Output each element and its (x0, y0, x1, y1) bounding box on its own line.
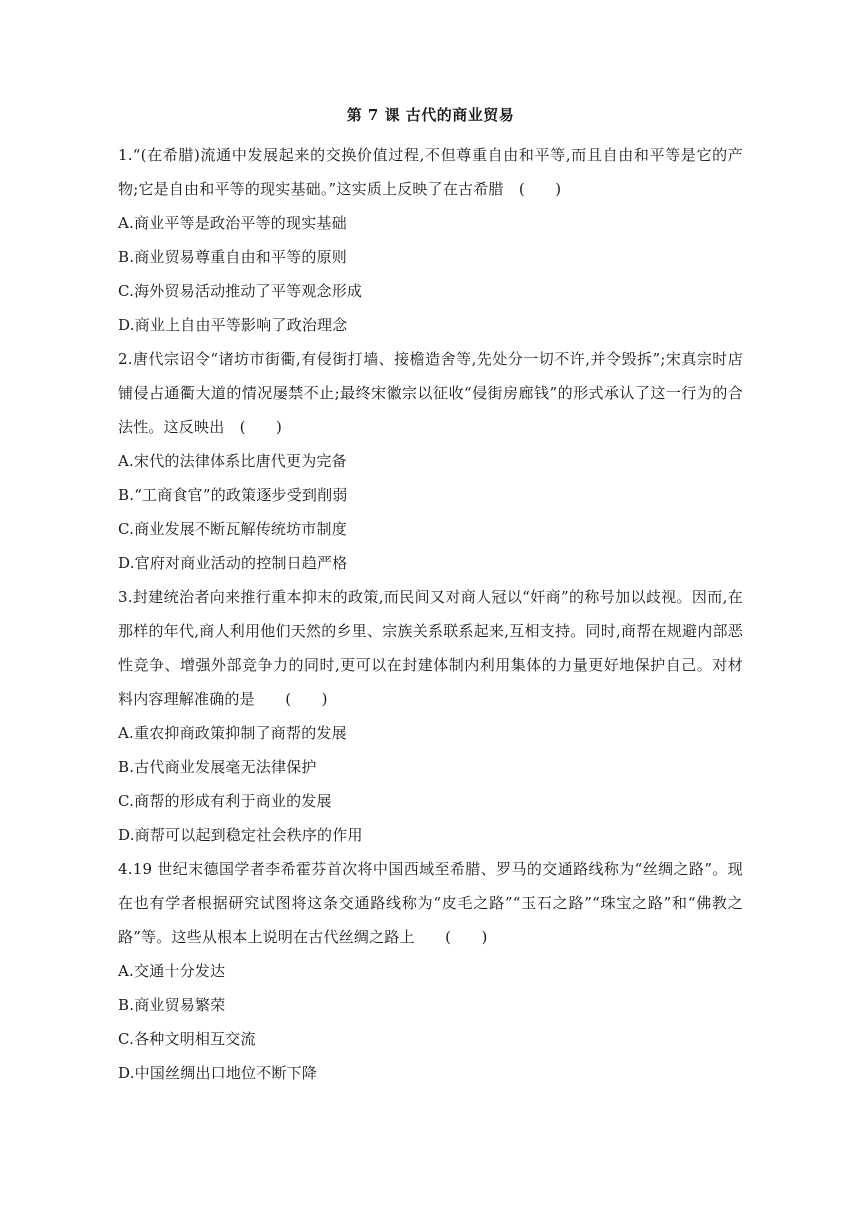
question-4 (118, 852, 743, 1090)
option-a: A.交通十分发达 (118, 962, 226, 980)
option-d: D.官府对商业活动的控制日趋严格 (118, 554, 348, 572)
question-stem: 4.19 世纪末德国学者李希霍芬首次将中国西域至希腊、罗马的交通路线称为“丝绸之路”。现在也有学者根据研究试图将这条交通路线称为“皮毛之路”“玉石之路”“珠宝之路”和“佛教之路”等。这些从根本上说明在古代丝绸之路上 ( ) (118, 860, 743, 946)
option-b: B.商业贸易尊重自由和平等的原则 (118, 248, 347, 266)
option-c: C.商业发展不断瓦解传统坊市制度 (118, 520, 347, 538)
option-a: A.宋代的法律体系比唐代更为完备 (118, 452, 347, 470)
page-title: 第 7 课 古代的商业贸易 (346, 106, 515, 124)
question-2 (118, 342, 743, 580)
option-d: D.中国丝绸出口地位不断下降 (118, 1064, 318, 1082)
question-stem: 3.封建统治者向来推行重本抑末的政策,而民间又对商人冠以“奸商”的称号加以歧视。因而,在那样的年代,商人利用他们天然的乡里、宗族关系联系起来,互相支持。同时,商帮在规避内部恶性竞争、增强外部竞争力的同时,更可以在封建体制内利用集体的力量更好地保护自己。对材料内容理解准确的是 ( ) (118, 588, 743, 708)
option-c: C.各种文明相互交流 (118, 1030, 256, 1048)
option-d: D.商业上自由平等影响了政治理念 (118, 316, 348, 334)
option-d: D.商帮可以起到稳定社会秩序的作用 (118, 826, 363, 844)
question-3 (118, 580, 743, 852)
option-c: C.商帮的形成有利于商业的发展 (118, 792, 332, 810)
option-c: C.海外贸易活动推动了平等观念形成 (118, 282, 363, 300)
option-a: A.商业平等是政治平等的现实基础 (118, 214, 347, 232)
question-stem: 1.“(在希腊)流通中发展起来的交换价值过程,不但尊重自由和平等,而且自由和平等是它的产物;它是自由和平等的现实基础。”这实质上反映了在古希腊 ( ) (118, 146, 743, 198)
option-b: B.古代商业发展毫无法律保护 (118, 758, 317, 776)
document-page (118, 100, 743, 1090)
option-b: B.商业贸易繁荣 (118, 996, 226, 1014)
option-b: B.“工商食官”的政策逐步受到削弱 (118, 486, 348, 504)
question-stem: 2.唐代宗诏令“诸坊市街衢,有侵街打墙、接檐造舍等,先处分一切不许,并令毁拆”;宋真宗时店铺侵占通衢大道的情况屡禁不止;最终宋徽宗以征收“侵街房廊钱”的形式承认了这一行为的合法性。这反映出 ( ) (118, 350, 743, 436)
question-1 (118, 138, 743, 342)
option-a: A.重农抑商政策抑制了商帮的发展 (118, 724, 347, 742)
